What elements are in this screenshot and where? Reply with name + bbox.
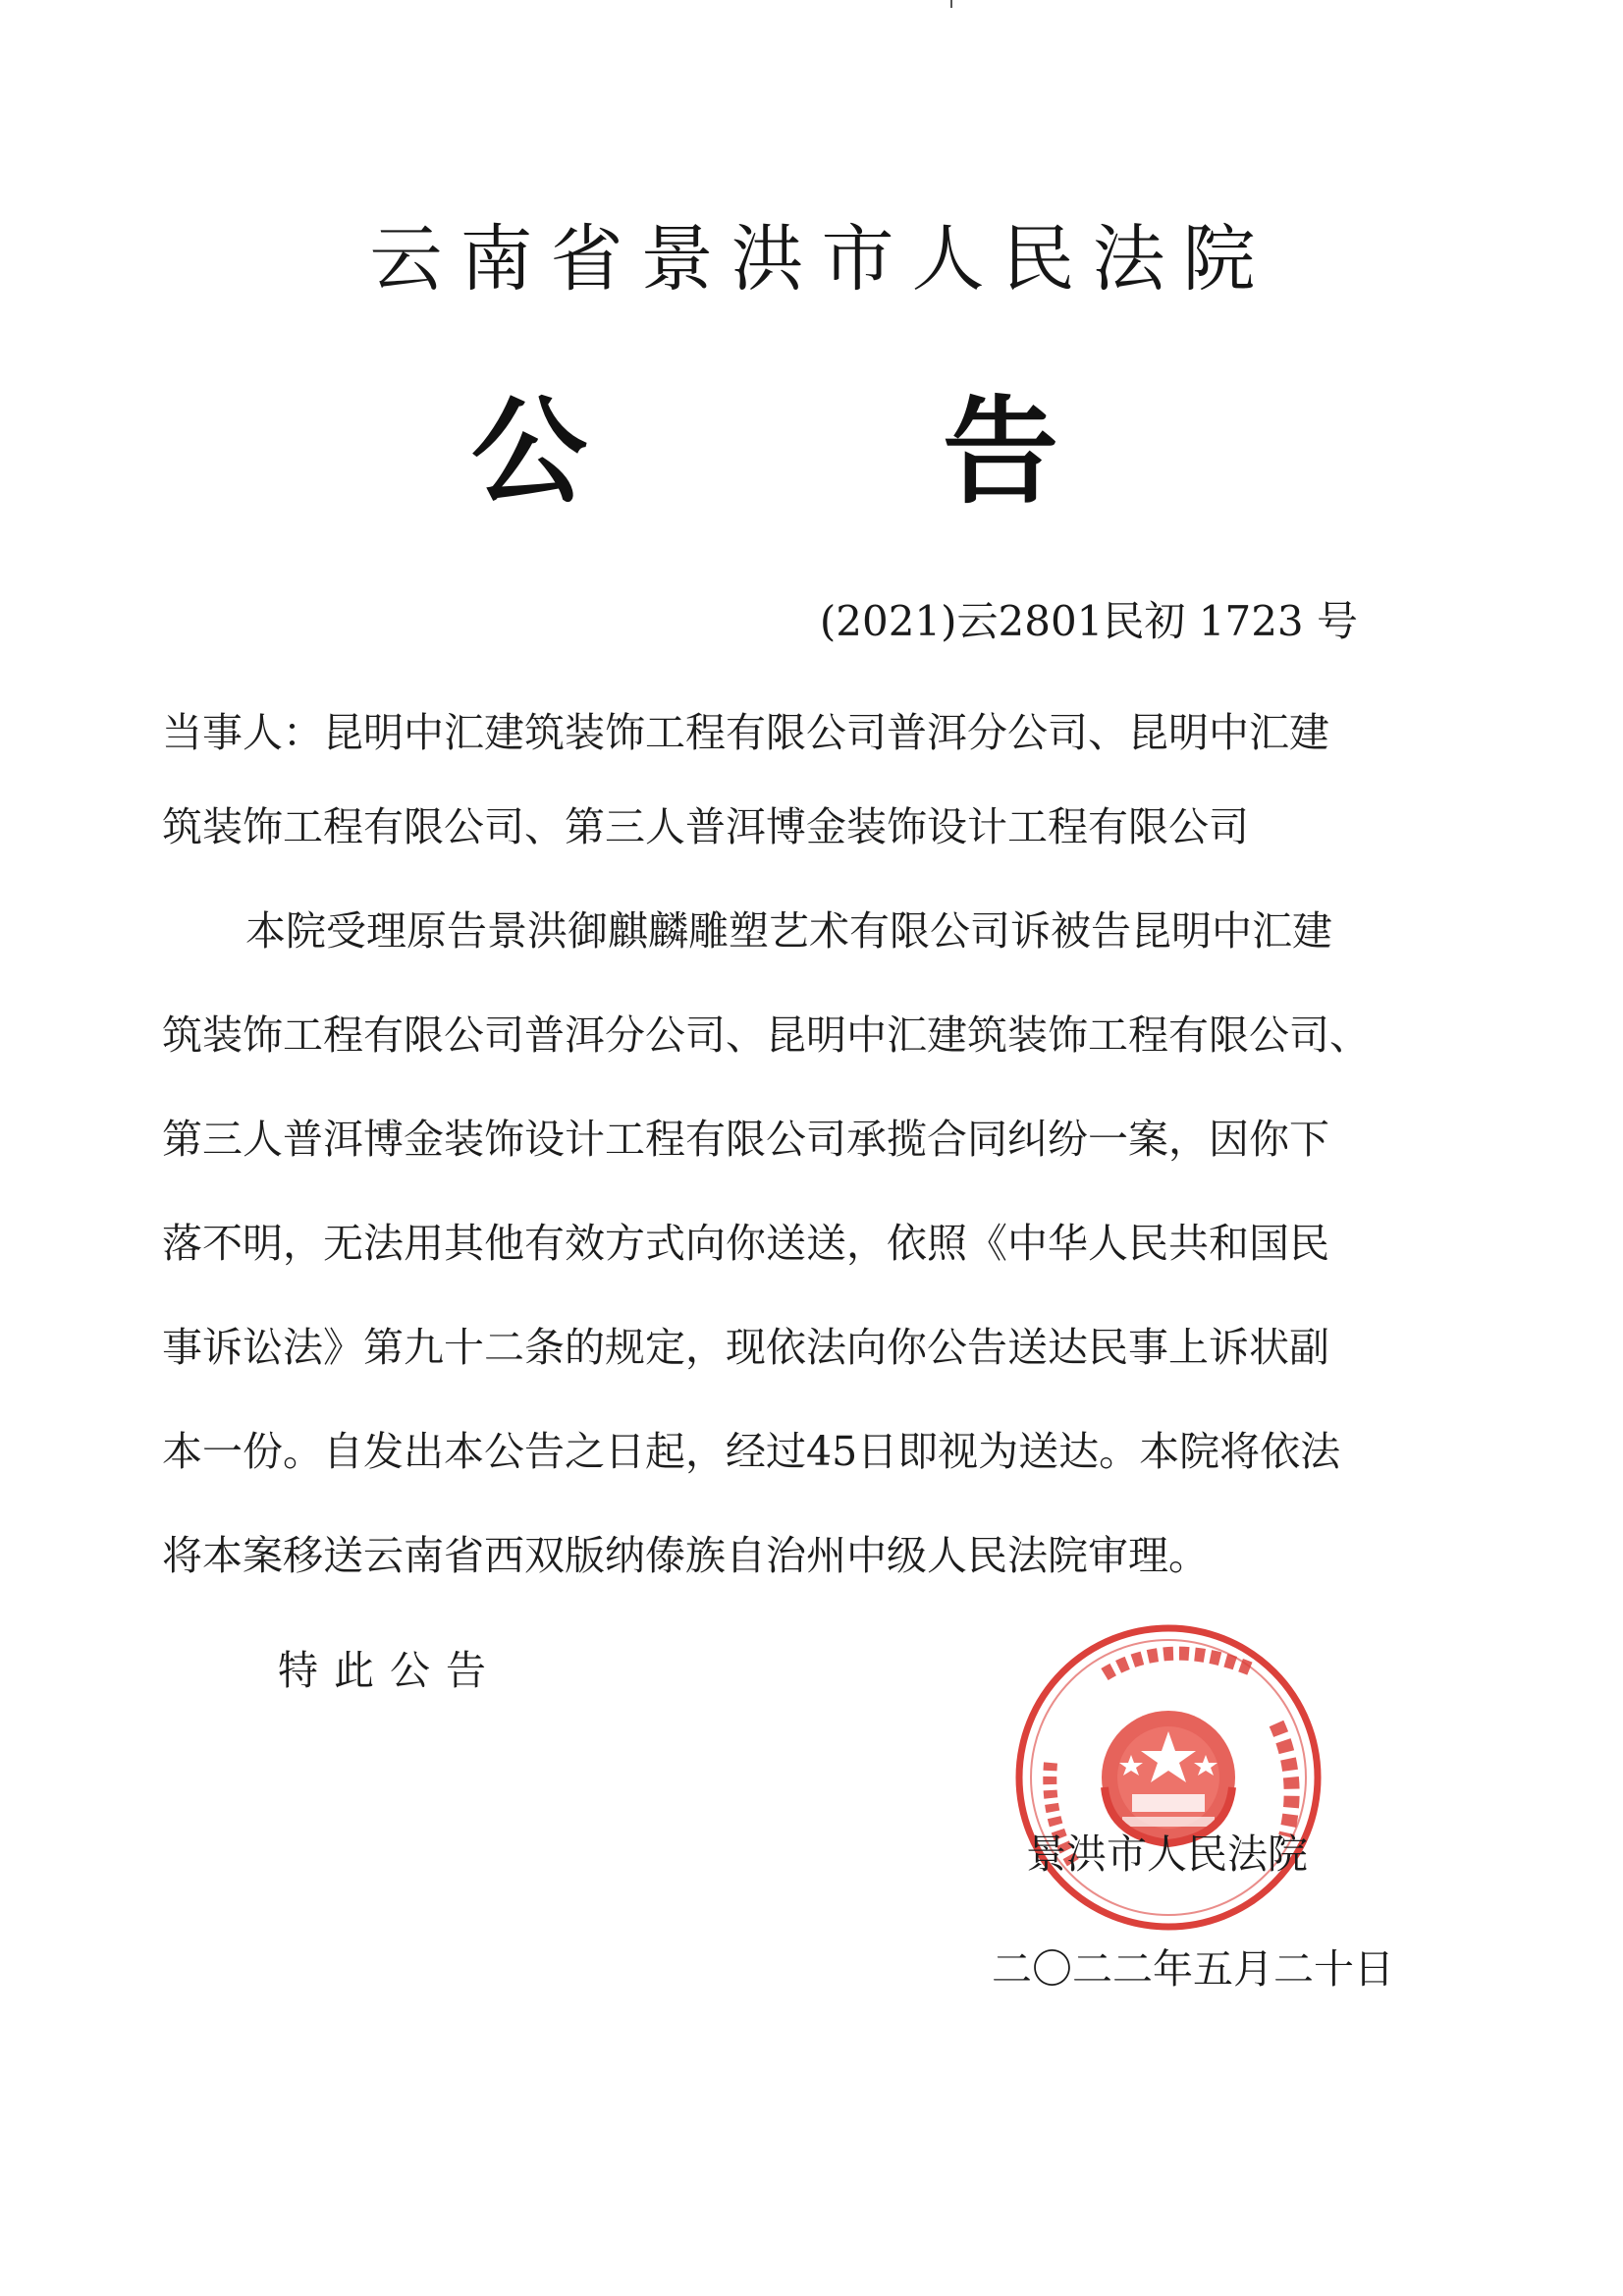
case-number: (2021)云2801民初 1723 号 bbox=[819, 597, 1358, 645]
notice-title bbox=[0, 383, 1623, 519]
body-line-parties-1: 当事人：昆明中汇建筑装饰工程有限公司普洱分公司、昆明中汇建 bbox=[162, 709, 1329, 756]
notice-title-char-2: 告 bbox=[943, 383, 1059, 519]
scan-mark bbox=[950, 0, 952, 8]
body-line-6: 本一份。自发出本公告之日起，经过45日即视为送达。本院将依法 bbox=[162, 1428, 1341, 1475]
closing-statement: 特此公告 bbox=[278, 1647, 502, 1694]
body-line-4: 落不明，无法用其他有效方式向你送送，依照《中华人民共和国民 bbox=[162, 1220, 1329, 1267]
body-line-parties-2: 筑装饰工程有限公司、第三人普洱博金装饰设计工程有限公司 bbox=[162, 803, 1249, 850]
body-line-7: 将本案移送云南省西双版纳傣族自治州中级人民法院审理。 bbox=[162, 1532, 1209, 1579]
body-line-2: 筑装饰工程有限公司普洱分公司、昆明中汇建筑装饰工程有限公司、 bbox=[162, 1011, 1370, 1059]
body-line-1: 本院受理原告景洪御麒麟雕塑艺术有限公司诉被告昆明中汇建 bbox=[245, 907, 1332, 955]
signing-date: 二〇二二年五月二十日 bbox=[992, 1945, 1394, 1993]
court-seal bbox=[1006, 1615, 1330, 1940]
court-name-heading: 云南省景洪市人民法院 bbox=[369, 217, 1273, 301]
body-line-5: 事诉讼法》第九十二条的规定，现依法向你公告送达民事上诉状副 bbox=[162, 1324, 1329, 1371]
notice-title-char-1: 公 bbox=[471, 383, 588, 519]
body-line-3: 第三人普洱博金装饰设计工程有限公司承揽合同纠纷一案，因你下 bbox=[162, 1116, 1329, 1163]
signature-court-name: 景洪市人民法院 bbox=[1026, 1831, 1308, 1878]
